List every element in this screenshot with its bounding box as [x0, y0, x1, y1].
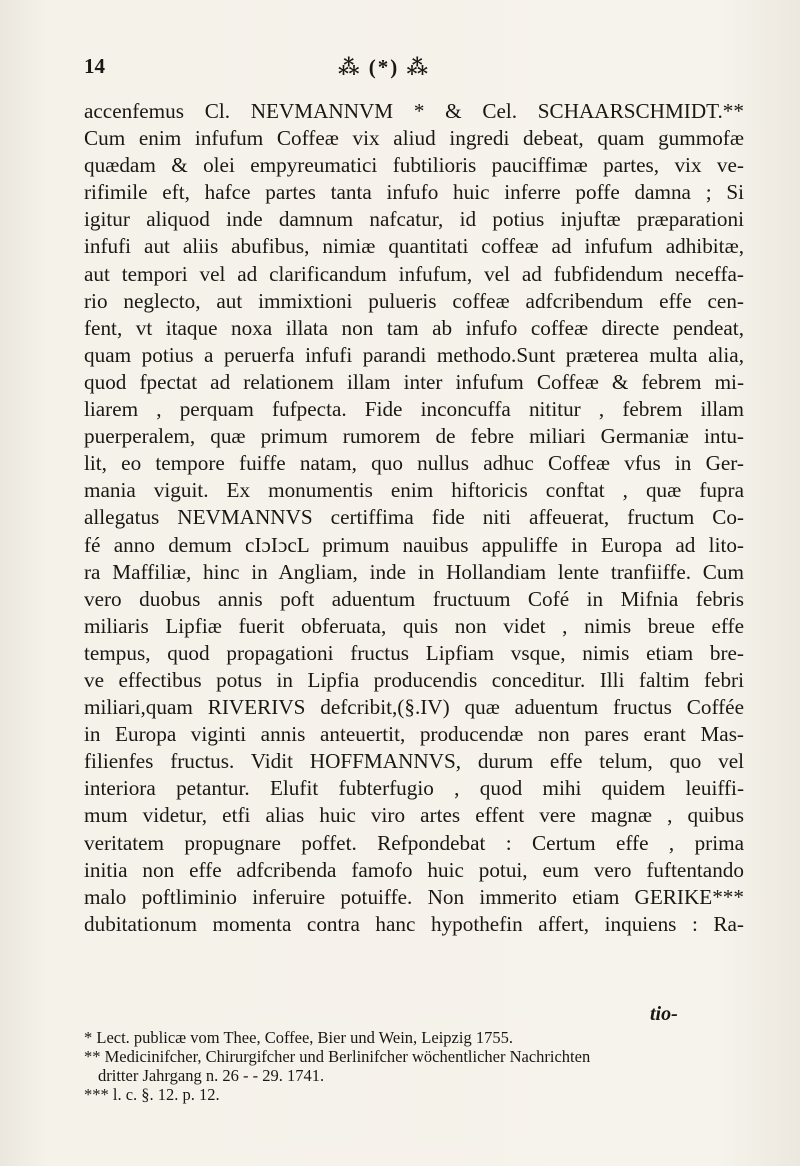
- footnote: *** l. c. §. 12. p. 12.: [84, 1085, 220, 1104]
- text-line: quod fpectat ad relationem illam inter infufum Coffeæ & febrem mi-: [84, 369, 744, 394]
- text-line: igitur aliquod inde damnum nafcatur, id potius injuftæ præparationi: [84, 207, 744, 232]
- text-line: veritatem propugnare poffet. Refpondebat : Certum effe , prima: [84, 830, 744, 855]
- page-number: 14: [84, 54, 105, 78]
- text-line: initia non effe adfcribenda famofo huic potui, eum vero fuftentando: [84, 857, 744, 882]
- catchword: tio-: [650, 1003, 678, 1025]
- text-line: miliaris Lipfiæ fuerit obferuata, quis non videt , nimis breue effe: [84, 613, 744, 638]
- text-line: ve effectibus potus in Lipfia producendis conceditur. Illi faltim febri: [84, 667, 744, 692]
- text-line: quam potius a peruerfa infufi parandi methodo.Sunt præterea multa alia,: [84, 342, 744, 367]
- text-line: interiora petantur. Elufit fubterfugio , quod mihi quidem leuiffi-: [84, 776, 744, 801]
- text-line: mum videtur, etfi alias huic viro artes effent vere magnæ , quibus: [84, 803, 744, 828]
- text-line: rio neglecto, aut immixtioni pulueris coffeæ adfcribendum effe cen-: [84, 288, 744, 313]
- header-ornament: ⁂ (*) ⁂: [338, 55, 430, 79]
- text-line: vero duobus annis poft aduentum fructuum Cofé in Mifnia febris: [84, 586, 744, 611]
- text-line: allegatus NEVMANNVS certiffima fide niti affeuerat, fructum Co-: [84, 505, 744, 530]
- text-line: rifimile eft, hafce partes tanta infufo huic inferre poffe damna ; Si: [84, 180, 744, 205]
- text-line: infufi aut aliis abufibus, nimiæ quantitati coffeæ ad infufum adhibitæ,: [84, 234, 744, 259]
- text-line: tempus, quod propagationi fructus Lipfiam vsque, nimis etiam bre-: [84, 640, 744, 665]
- text-line: dubitationum momenta contra hanc hypothefin affert, inquiens : Ra-: [84, 911, 744, 936]
- text-line: quædam & olei empyreumatici fubtilioris pauciffimæ partes, vix ve-: [84, 153, 744, 178]
- footnote: ** Medicinifcher, Chirurgifcher und Berlinifcher wöchentlicher Nachrichten: [84, 1047, 591, 1066]
- text-line: fent, vt itaque noxa illata non tam ab infufo coffeæ directe pendeat,: [84, 315, 744, 340]
- text-line: mania viguit. Ex monumentis enim hiftoricis conftat , quæ fupra: [84, 478, 744, 503]
- text-line: lit, eo tempore fuiffe natam, quo nullus adhuc Coffeæ vfus in Ger-: [84, 451, 744, 476]
- text-line: puerperalem, quæ primum rumorem de febre miliari Germaniæ intu-: [84, 424, 744, 449]
- text-line: miliari,quam RIVERIVS defcribit,(§.IV) quæ aduentum fructus Coffée: [84, 695, 744, 720]
- text-line: in Europa viginti annis anteuertit, producendæ non pares erant Mas-: [84, 722, 744, 747]
- text-line: aut tempori vel ad clarificandum infufum, vel ad fubfidendum neceffa-: [84, 261, 744, 286]
- text-line: malo poftliminio inferuire potuiffe. Non immerito etiam GERIKE***: [84, 884, 744, 909]
- footnotes: [84, 1028, 744, 1104]
- footnote: * Lect. publicæ vom Thee, Coffee, Bier und Wein, Leipzig 1755.: [84, 1028, 513, 1047]
- text-line: filienfes fructus. Vidit HOFFMANNVS, durum effe telum, quo vel: [84, 749, 744, 774]
- text-line: liarem , perquam fufpecta. Fide inconcuffa nititur , febrem illam: [84, 397, 744, 422]
- body-text: [84, 98, 744, 938]
- text-line: Cum enim infufum Coffeæ vix aliud ingredi debeat, quam gummofæ: [84, 126, 744, 151]
- text-line: fé anno demum cIɔIɔcL primum nauibus appuliffe in Europa ad lito-: [84, 532, 744, 557]
- footnote-continuation: dritter Jahrgang n. 26 - - 29. 1741.: [98, 1066, 325, 1085]
- text-line: accenfemus Cl. NEVMANNVM * & Cel. SCHAARSCHMIDT.**: [84, 99, 744, 123]
- text-line: ra Maffiliæ, hinc in Angliam, inde in Hollandiam lente tranfiiffe. Cum: [84, 559, 744, 584]
- page-header: [84, 54, 744, 94]
